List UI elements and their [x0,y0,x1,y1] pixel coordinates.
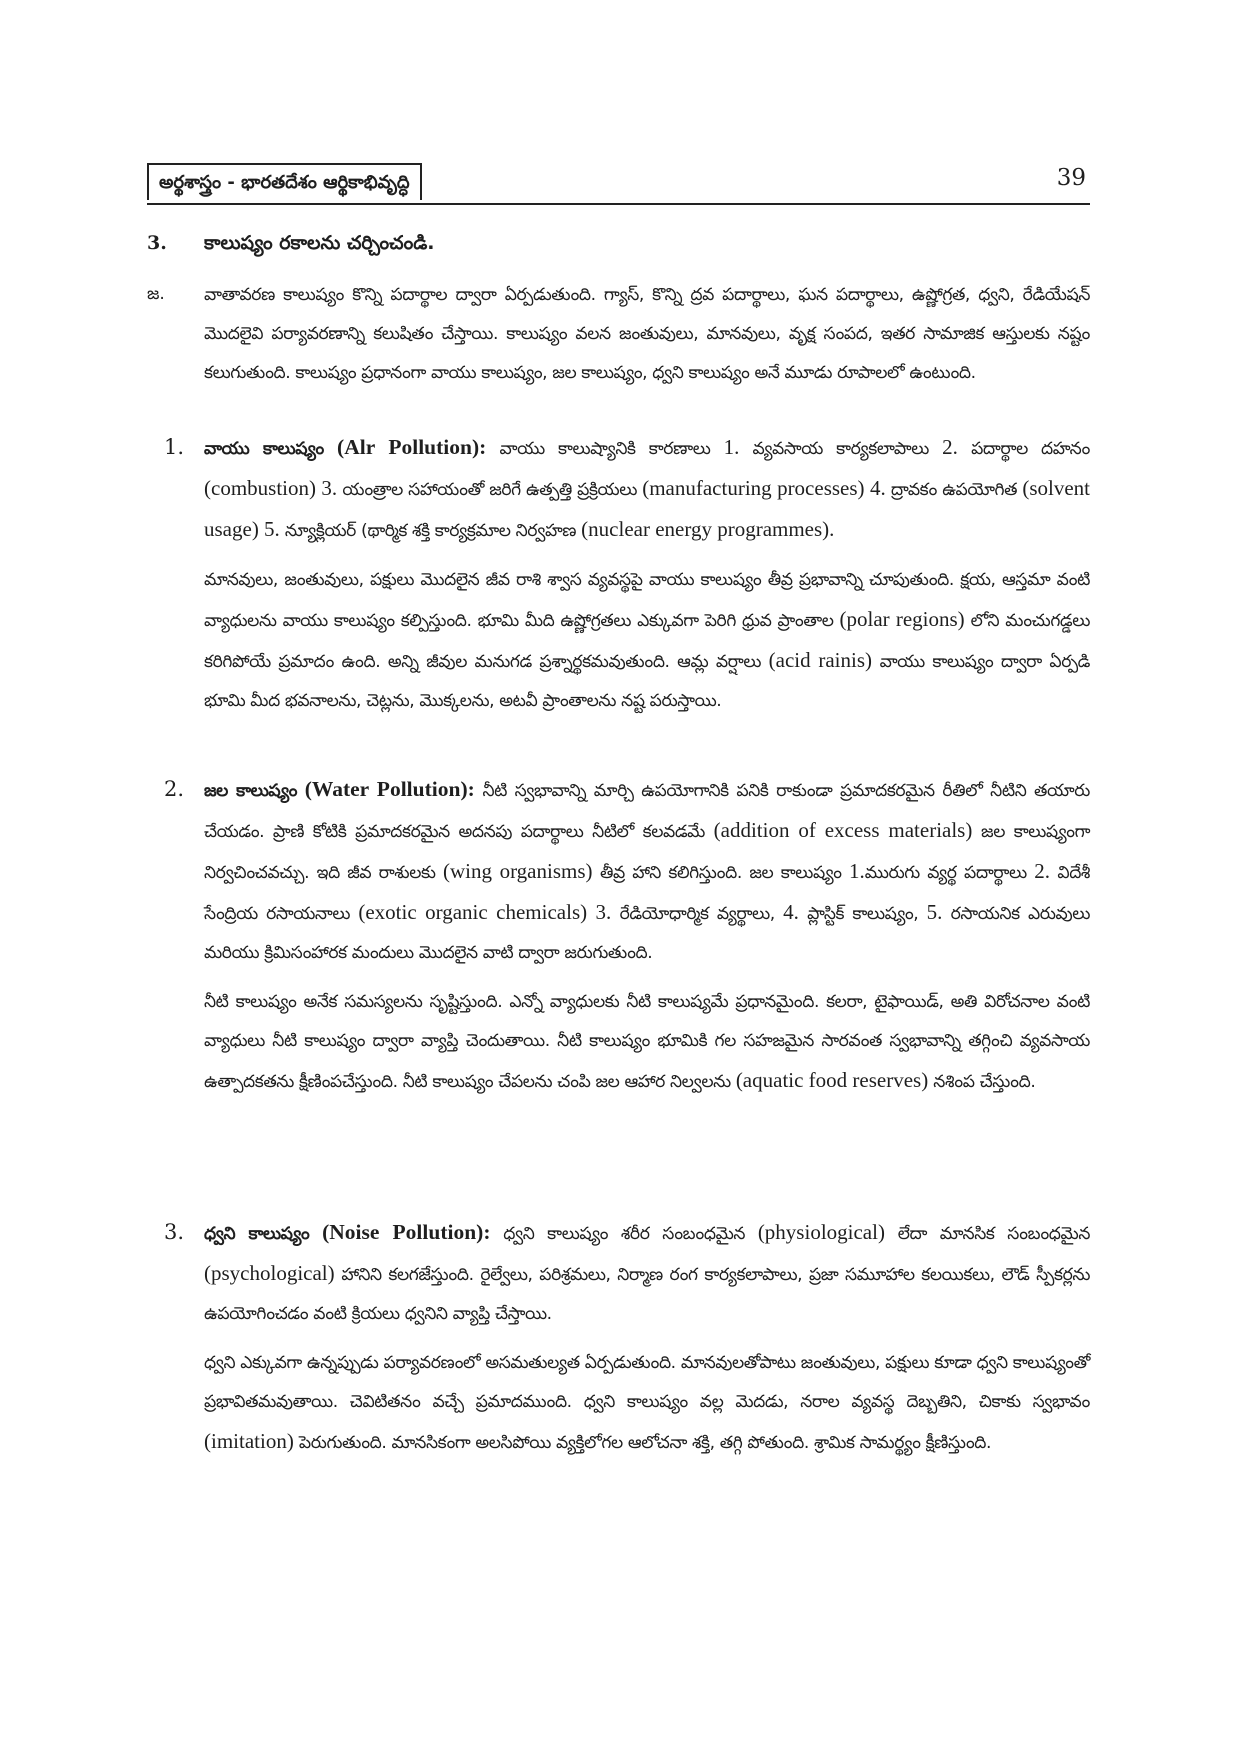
telugu-run: హానిని కలగజేస్తుంది. రైల్వేలు, పరిశ్రమలు, నిర్మాణ రంగ కార్యకలాపాలు, ప్రజా సమూహాల కలయికలు, లౌడ్ స్పీకర్లను ఉపయోగించడం వంటి క్రియలు ధ్వనిని వ్యాప్తి చేస్తాయి. [204,1265,1090,1324]
english-run: 5. [926,900,943,924]
item-title-telugu: వాయు కాలుష్యం [204,439,324,459]
list-item-air-pollution [147,428,1090,721]
page-number: 39 [1056,165,1086,191]
english-run: (manufacturing processes) 4. [642,476,886,500]
item-title-english: (Water Pollution): [304,777,475,801]
telugu-run: ద్రావకం ఉపయోగిత [885,480,1023,500]
english-run: (polar regions) [839,607,965,631]
telugu-run: జల కాలుష్యంగా నిర్వచించవచ్చు. ఇది జీవ రాశులకు [204,822,1091,883]
telugu-run: ప్లాస్టిక్ కాలుష్యం, [798,904,927,924]
english-run: 2. [1034,859,1050,883]
item-paragraph-2 [204,561,1090,721]
answer-label: జ. [147,284,165,304]
english-run: (imitation) [204,1429,294,1453]
telugu-run: మానవులు, జంతువులు, పక్షులు మొదలైన జీవ రాశి శ్వాస వ్యవస్థపై వాయు కాలుష్యం తీవ్ర ప్రభావాన్ని చూపుతుంది. క్షయ, ఆస్తమా వంటి వ్యాధులను వాయు కాలుష్యం కల్పిస్తుంది. భూమి మీది ఉష్ణోగ్రతలు ఎక్కువగా పెరిగి ధ్రువ ప్రాంతాల [204,570,1090,631]
answer-intro-paragraph: వాతావరణ కాలుష్యం కొన్ని పదార్థాల ద్వారా ఏర్పడుతుంది. గ్యాస్, కొన్ని ద్రవ పదార్థాలు, ఘన పదార్థాలు, ఉష్ణోగ్రత, ధ్వని, రేడియేషన్ మొదలైవి పర్యావరణాన్ని కలుషితం చేస్తాయి. కాలుష్యం వలన జంతువులు, మానవులు, వృక్ష సంపద, ఇతర సామాజిక ఆస్తులకు నష్టం కలుగుతుంది. కాలుష్యం ప్రధానంగా వాయు కాలుష్యం, జల కాలుష్యం, ధ్వని కాలుష్యం అనే మూడు రూపాలలో ఉంటుంది. [204,285,1090,383]
english-run: (solvent usage) 5. [204,476,1091,541]
item-paragraph-2 [204,983,1090,1102]
english-run: 1. [849,859,865,883]
english-run: 2. [942,435,958,459]
telugu-run: విదేశీ సేంద్రియ రసాయనాలు [204,863,1090,924]
book-title: అర్థశాస్త్రం - భారతదేశం ఆర్థికాభివృద్ధి [147,163,422,200]
item-paragraph-2 [204,1344,1090,1463]
item-body [204,781,1090,963]
telugu-run: నీటి స్వభావాన్ని మార్చి ఉపయోగానికి పనికి రాకుండా ప్రమాదకరమైన రీతిలో నీటిని తయారు చేయడం. ప్రాణి కోటికి ప్రమాదకరమైన అదనపు పదార్థాలు నీటిలో కలవడమే [204,781,1090,842]
english-run: (nuclear energy programmes). [581,517,835,541]
english-run: (exotic organic chemicals) 3. [358,900,612,924]
question-text: కాలుష్యం రకాలను చర్చించండి. [204,232,435,254]
english-run: (aquatic food reserves) [735,1068,929,1092]
english-run: (physiological) [757,1220,885,1244]
question-number: 3. [147,232,167,254]
item-number: 2. [164,777,185,801]
item-number: 1. [164,435,185,459]
telugu-run: నీటి కాలుష్యం అనేక సమస్యలను సృష్టిస్తుంది. ఎన్నో వ్యాధులకు నీటి కాలుష్యమే ప్రధానమైంది. కలరా, టైఫాయిడ్, అతి విరోచనాల వంటి వ్యాధులు నీటి కాలుష్యం ద్వారా వ్యాప్తి చెందుతాయి. నీటి కాలుష్యం భూమికి గల సహజమైన సారవంత స్వభావాన్ని తగ్గించి వ్యవసాయ ఉత్పాదకతను క్షీణింపచేస్తుంది. నీటి కాలుష్యం చేపలను చంపి జల ఆహార నిల్వలను [204,992,1090,1092]
telugu-run: వ్యవసాయ కార్యకలాపాలు [739,439,943,459]
telugu-run: నశింప చేస్తుంది. [928,1072,1036,1092]
telugu-run: రేడియోధార్మిక వ్యర్థాలు, [611,904,784,924]
list-item-noise-pollution [147,1213,1090,1463]
item-title-telugu: ధ్వని కాలుష్యం [204,1224,310,1244]
telugu-run: యంత్రాల సహాయంతో జరిగే ఉత్పత్తి ప్రక్రియలు [337,480,643,500]
telugu-run: వాయు కాలుష్యం ద్వారా ఏర్పడి భూమి మీద భవనాలను, చెట్లను, మొక్కలను, అటవీ ప్రాంతాలను నష్ట పరుస్తాయి. [204,652,1090,711]
telugu-run: పెరుగుతుంది. మానసికంగా అలసిపోయి వ్యక్తిలోగల ఆలోచనా శక్తి, తగ్గి పోతుంది. శ్రామిక సామర్థ్యం క్షీణిస్తుంది. [293,1433,992,1453]
telugu-run: లేదా మానసిక సంబంధమైన [884,1224,1090,1244]
item-number: 3. [164,1220,185,1244]
item-title-english: (Alr Pollution): [337,435,487,459]
item-paragraph-1 [204,770,1090,973]
page-header [147,163,1090,205]
telugu-run: పదార్థాల దహనం [957,439,1090,459]
english-run: (addition of excess materials) [713,818,973,842]
answer-intro [147,276,1090,393]
english-run: (wing organisms) [442,859,593,883]
english-run: (acid rainis) [768,648,873,672]
item-title-telugu: జల కాలుష్యం [204,781,298,801]
english-run: 1. [723,435,740,459]
telugu-run: ధ్వని ఎక్కువగా ఉన్నప్పుడు పర్యావరణంలో అసమతుల్యత ఏర్పడుతుంది. మానవులతోపాటు జంతువులు, పక్షులు కూడా ధ్వని కాలుష్యంతో ప్రభావితమవుతాయి. చెవిటితనం వచ్చే ప్రమాదముంది. ధ్వని కాలుష్యం వల్ల మెదడు, నరాల వ్యవస్థ దెబ్బతిని, చికాకు స్వభావం [204,1353,1090,1412]
telugu-run: ధ్వని కాలుష్యం శరీర సంబంధమైన [490,1224,758,1244]
list-item-water-pollution [147,770,1090,1102]
telugu-run: లోని మంచుగడ్డలు కరిగిపోయే ప్రమాదం ఉంది. అన్ని జీవుల మనుగడ ప్రశ్నార్థకమవుతుంది. ఆమ్ల వర్షాలు [204,611,1090,672]
telugu-run: మురుగు వ్యర్థ పదార్థాలు [864,863,1035,883]
telugu-run: న్యూక్లియర్ (థార్మిక శక్తి కార్యక్రమాల నిర్వహణ [279,521,582,541]
english-run: (combustion) 3. [204,476,338,500]
english-run: (psychological) [204,1261,335,1285]
item-paragraph-1 [204,1213,1090,1334]
english-run: 4. [783,900,799,924]
item-title-english: (Noise Pollution): [322,1220,491,1244]
telugu-run: తీవ్ర హాని కలిగిస్తుంది. జల కాలుష్యం [592,863,850,883]
telugu-run: రసాయనిక ఎరువులు మరియు క్రిమిసంహారక మందులు మొదలైన వాటి ద్వారా జరుగుతుంది. [204,904,1090,963]
telugu-run: వాయు కాలుష్యానికి కారణాలు [486,439,724,459]
item-paragraph-1 [204,428,1090,551]
